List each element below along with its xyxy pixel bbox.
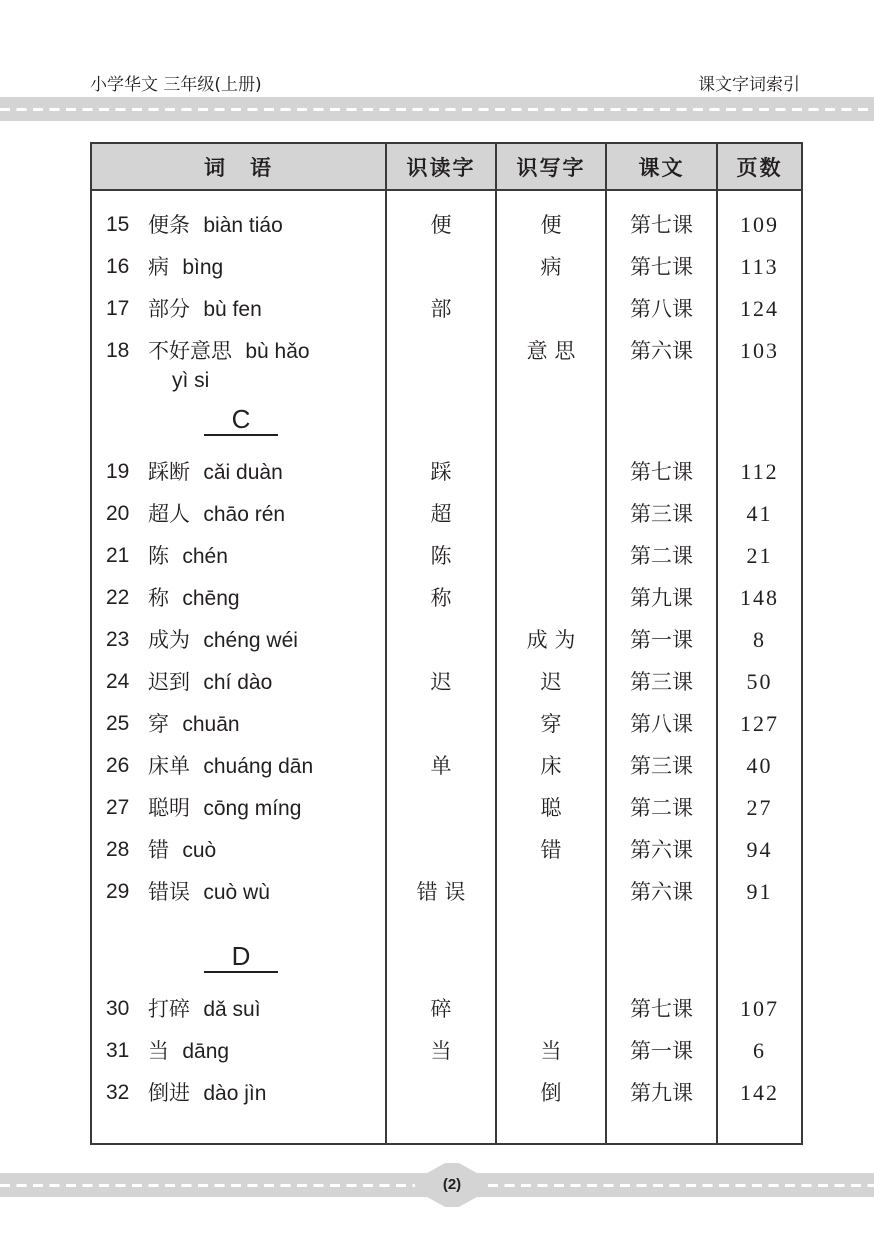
table-row-word (92, 288, 385, 330)
lesson-name: 第六课 (630, 339, 693, 363)
entry-pinyin: chén (182, 545, 228, 568)
page-ref: 142 (740, 1080, 779, 1105)
entry-word (148, 787, 301, 830)
write-chars: 意 思 (526, 339, 576, 363)
entry-hanzi: 聪明 (148, 796, 190, 820)
read-chars (387, 787, 495, 829)
entry-number: 16 (106, 255, 130, 278)
page-ref: 50 (746, 669, 773, 694)
lesson-name: 第一课 (630, 1039, 693, 1063)
entry-hanzi: 穿 (148, 712, 169, 736)
entry-number: 20 (106, 502, 130, 525)
entry-word (148, 988, 261, 1031)
lesson-name: 第七课 (630, 460, 693, 484)
entry-hanzi: 便条 (148, 213, 190, 237)
entry-number: 30 (106, 997, 130, 1020)
write-chars: 倒 (540, 1081, 562, 1105)
write-chars: 当 (540, 1039, 562, 1063)
write-chars (497, 493, 605, 535)
page-ref: 91 (746, 879, 773, 904)
write-chars: 错 (540, 838, 562, 862)
entry-word (148, 577, 240, 620)
table-row-word (92, 829, 385, 871)
read-chars (387, 829, 495, 871)
lesson-name: 第六课 (630, 880, 693, 904)
entry-word (148, 493, 285, 536)
entry-pinyin: dào jìn (203, 1082, 267, 1105)
write-chars (497, 535, 605, 577)
entry-pinyin: chuān (182, 713, 240, 736)
entry-word (148, 871, 270, 914)
table-row-word (92, 204, 385, 246)
read-chars: 部 (430, 297, 452, 321)
read-chars (387, 703, 495, 745)
page-ref: 41 (746, 501, 773, 526)
page-ref: 21 (746, 543, 773, 568)
entry-word (148, 619, 298, 662)
entry-hanzi: 倒进 (148, 1081, 190, 1105)
page-ref: 107 (740, 996, 779, 1021)
entry-pinyin: biàn tiáo (203, 214, 283, 237)
table-row-word (92, 246, 385, 288)
page-ref: 27 (746, 795, 773, 820)
read-chars: 单 (430, 754, 452, 778)
entry-pinyin: cuò wù (203, 881, 270, 904)
entry-hanzi: 打碎 (148, 997, 190, 1021)
entry-number: 25 (106, 712, 130, 735)
entry-hanzi: 迟到 (148, 670, 190, 694)
table-row-word (92, 661, 385, 703)
section-letter: D (204, 941, 278, 973)
entry-pinyin: bù hǎo (245, 340, 310, 363)
word-column (91, 190, 386, 1144)
write-chars (497, 988, 605, 1030)
lesson-column (606, 190, 717, 1144)
entry-number: 28 (106, 838, 130, 861)
entry-hanzi: 错 (148, 838, 169, 862)
read-column (386, 190, 496, 1144)
page-ref: 112 (740, 459, 779, 484)
page-ref: 127 (740, 711, 779, 736)
read-chars: 超 (430, 502, 452, 526)
lesson-name: 第八课 (630, 297, 693, 321)
page-ref: 6 (753, 1038, 766, 1063)
lesson-name: 第六课 (630, 838, 693, 862)
entry-word (148, 829, 216, 872)
entry-pinyin: chí dào (203, 671, 273, 694)
read-chars (387, 246, 495, 288)
entry-hanzi: 踩断 (148, 460, 190, 484)
lesson-name: 第七课 (630, 213, 693, 237)
lesson-name: 第二课 (630, 796, 693, 820)
entry-hanzi: 床单 (148, 754, 190, 778)
lesson-name: 第九课 (630, 586, 693, 610)
entry-word (148, 246, 223, 289)
read-chars (387, 1072, 495, 1114)
write-chars: 便 (540, 213, 562, 237)
header-divider-band (0, 97, 874, 121)
col-header-page: 页数 (717, 143, 802, 190)
page-ref: 148 (740, 585, 779, 610)
entry-number: 23 (106, 628, 130, 651)
entry-pinyin: dāng (182, 1040, 230, 1063)
entry-number: 19 (106, 460, 130, 483)
entry-hanzi: 称 (148, 586, 169, 610)
lesson-name: 第九课 (630, 1081, 693, 1105)
page-ref: 94 (746, 837, 773, 862)
lesson-name: 第七课 (630, 997, 693, 1021)
table-row-word (92, 745, 385, 787)
table-row-word (92, 619, 385, 661)
lesson-name: 第三课 (630, 754, 693, 778)
entry-number: 18 (106, 339, 130, 362)
entry-number: 31 (106, 1039, 130, 1062)
word-index-table (90, 142, 803, 1145)
lesson-name: 第一课 (630, 628, 693, 652)
page-number: (2) (442, 1176, 462, 1193)
entry-pinyin: chéng wéi (203, 629, 298, 652)
write-chars (497, 577, 605, 619)
col-header-write: 识写字 (496, 143, 606, 190)
table-row-word (92, 988, 385, 1030)
read-chars: 陈 (430, 544, 452, 568)
write-chars: 床 (540, 754, 562, 778)
write-chars: 迟 (540, 670, 562, 694)
lesson-name: 第三课 (630, 670, 693, 694)
entry-hanzi: 不好意思 (148, 339, 232, 363)
col-header-read: 识读字 (386, 143, 496, 190)
write-chars (497, 288, 605, 330)
entry-hanzi: 陈 (148, 544, 169, 568)
entry-hanzi: 超人 (148, 502, 190, 526)
read-chars (387, 330, 495, 372)
entry-number: 24 (106, 670, 130, 693)
read-chars: 迟 (430, 670, 452, 694)
entry-hanzi: 病 (148, 255, 169, 279)
entry-number: 15 (106, 213, 130, 236)
write-chars: 成 为 (526, 628, 576, 652)
entry-pinyin-continued: yì si (172, 369, 210, 392)
page-ref: 103 (740, 338, 779, 363)
read-chars: 称 (430, 586, 452, 610)
entry-number: 17 (106, 297, 130, 320)
read-chars (387, 619, 495, 661)
entry-number: 32 (106, 1081, 130, 1104)
table-header-row (91, 143, 802, 190)
dashed-line (488, 1184, 874, 1187)
entry-pinyin: chuáng dān (203, 755, 314, 778)
entry-hanzi: 当 (148, 1039, 169, 1063)
entry-pinyin: chāo rén (203, 503, 286, 526)
entry-pinyin: cǎi duàn (203, 461, 283, 484)
page-ref: 124 (740, 296, 779, 321)
read-chars: 碎 (430, 997, 452, 1021)
table-row-word (92, 1072, 385, 1114)
entry-pinyin: cōng míng (203, 797, 302, 820)
write-chars: 病 (540, 255, 562, 279)
read-chars: 踩 (430, 460, 452, 484)
table-row-word (92, 577, 385, 619)
entry-number: 22 (106, 586, 130, 609)
entry-word (148, 745, 313, 788)
page-ref: 8 (753, 627, 766, 652)
entry-hanzi: 错误 (148, 880, 190, 904)
entry-pinyin: cuò (182, 839, 217, 862)
page-column (717, 190, 802, 1144)
entry-hanzi: 部分 (148, 297, 190, 321)
entry-number: 21 (106, 544, 130, 567)
table-row-word (92, 451, 385, 493)
entry-word (148, 451, 283, 494)
entry-word (148, 535, 228, 578)
dashed-line (0, 108, 874, 111)
read-chars: 便 (430, 213, 452, 237)
entry-word (148, 288, 262, 331)
entry-word (148, 661, 272, 704)
entry-pinyin: bìng (182, 256, 224, 279)
table-row-word (92, 493, 385, 535)
lesson-name: 第三课 (630, 502, 693, 526)
table-row-word (92, 871, 385, 913)
lesson-name: 第七课 (630, 255, 693, 279)
table-row-word (92, 1030, 385, 1072)
entry-number: 26 (106, 754, 130, 777)
write-column (496, 190, 606, 1144)
entry-pinyin: chēng (182, 587, 240, 610)
page-ref: 109 (740, 212, 779, 237)
write-chars (497, 451, 605, 493)
book-title: 小学华文 三年级(上册) (90, 75, 262, 95)
table-body-row (91, 190, 802, 1144)
page-ref: 113 (740, 254, 779, 279)
write-chars: 穿 (540, 712, 562, 736)
table-row-word (92, 535, 385, 577)
lesson-name: 第八课 (630, 712, 693, 736)
read-chars: 错 误 (416, 880, 466, 904)
table-row-word (92, 787, 385, 829)
col-header-lesson: 课文 (606, 143, 717, 190)
page-ref: 40 (746, 753, 773, 778)
entry-hanzi: 成为 (148, 628, 190, 652)
write-chars (497, 871, 605, 913)
section-title: 课文字词索引 (698, 75, 800, 95)
entry-pinyin: bù fen (203, 298, 262, 321)
entry-pinyin: dǎ suì (203, 998, 261, 1021)
entry-word (148, 1072, 266, 1115)
col-header-word: 词 语 (91, 143, 386, 190)
section-letter: C (204, 404, 278, 436)
table-row-word (92, 703, 385, 745)
entry-number: 27 (106, 796, 130, 819)
entry-word (148, 1030, 229, 1073)
entry-word (148, 204, 283, 247)
entry-number: 29 (106, 880, 130, 903)
read-chars: 当 (430, 1039, 452, 1063)
write-chars: 聪 (540, 796, 562, 820)
entry-word (148, 703, 240, 746)
lesson-name: 第二课 (630, 544, 693, 568)
dashed-line (0, 1184, 415, 1187)
table-row-word (92, 330, 385, 392)
